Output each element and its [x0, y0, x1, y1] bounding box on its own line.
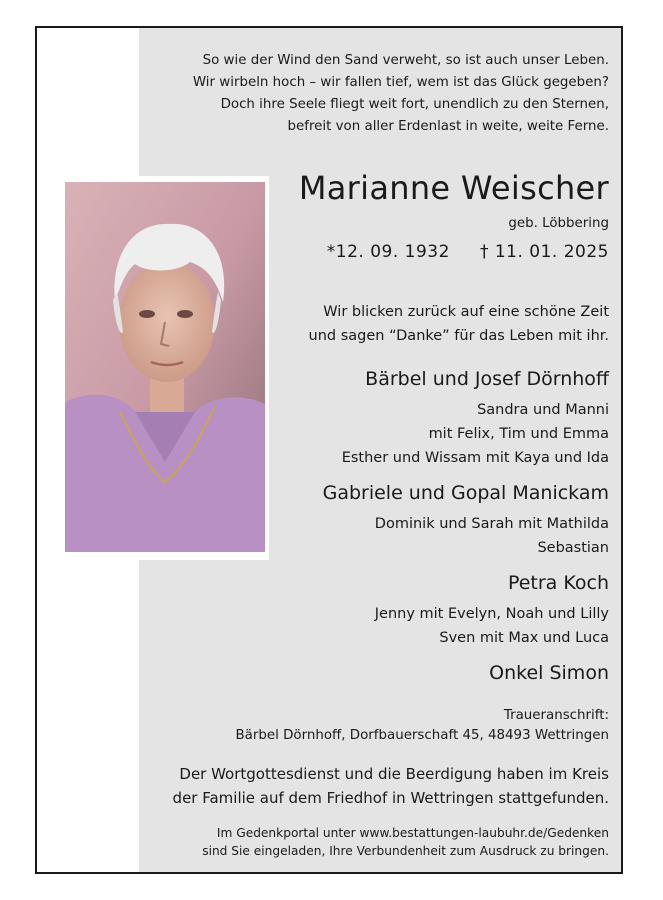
family-member-line: Sven mit Max und Luca: [439, 630, 609, 646]
thanks-line: und sagen “Danke” für das Leben mit ihr.: [308, 328, 609, 344]
thanks-line: Wir blicken zurück auf eine schöne Zeit: [323, 304, 609, 320]
death-date: † 11. 01. 2025: [479, 242, 609, 262]
portal-notice: [202, 824, 609, 860]
obituary-card: [35, 26, 623, 874]
family-member-line: Esther und Wissam mit Kaya und Ida: [341, 450, 609, 466]
portal-line: Im Gedenkportal unter www.bestattungen-laubuhr.de/Gedenken: [216, 826, 609, 840]
service-notice: [173, 762, 609, 810]
address-label: Traueranschrift:: [503, 708, 609, 723]
poem-line: befreit von aller Erdenlast in weite, weite Ferne.: [287, 119, 609, 134]
family-member-line: mit Felix, Tim und Emma: [428, 426, 609, 442]
thanks-message: [309, 300, 609, 348]
birth-name: geb. Löbbering: [508, 216, 609, 231]
poem-line: Doch ihre Seele fliegt weit fort, unendlich zu den Sternen,: [220, 97, 609, 112]
address-text: Bärbel Dörnhoff, Dorfbauerschaft 45, 48493 Wettringen: [235, 728, 609, 743]
poem-block: [193, 50, 609, 138]
deceased-name: Marianne Weischer: [298, 169, 609, 207]
family-members: [342, 398, 609, 470]
poem-line: Wir wirbeln hoch – wir fallen tief, wem ist das Glück gegeben?: [192, 75, 609, 90]
portrait-photo: [65, 182, 265, 552]
family-head: Onkel Simon: [489, 662, 609, 684]
portrait-photo-frame: [61, 176, 269, 560]
family-member-line: Jenny mit Evelyn, Noah und Lilly: [374, 606, 609, 622]
family-members: [375, 602, 609, 650]
service-line: der Familie auf dem Friedhof in Wettringen stattgefunden.: [172, 789, 609, 807]
family-head: Petra Koch: [507, 572, 609, 594]
family-head: Bärbel und Josef Dörnhoff: [365, 368, 609, 390]
birth-date: *12. 09. 1932: [326, 242, 450, 262]
life-dates: [327, 242, 609, 262]
family-member-line: Dominik und Sarah mit Mathilda: [374, 516, 609, 532]
poem-line: So wie der Wind den Sand verweht, so ist auch unser Leben.: [202, 53, 609, 68]
family-member-line: Sebastian: [537, 540, 609, 556]
portal-line: sind Sie eingeladen, Ihre Verbundenheit zum Ausdruck zu bringen.: [202, 844, 609, 858]
family-members: [375, 512, 609, 560]
family-head: Gabriele und Gopal Manickam: [322, 482, 609, 504]
service-line: Der Wortgottesdienst und die Beerdigung haben im Kreis: [179, 765, 609, 783]
family-member-line: Sandra und Manni: [477, 402, 609, 418]
